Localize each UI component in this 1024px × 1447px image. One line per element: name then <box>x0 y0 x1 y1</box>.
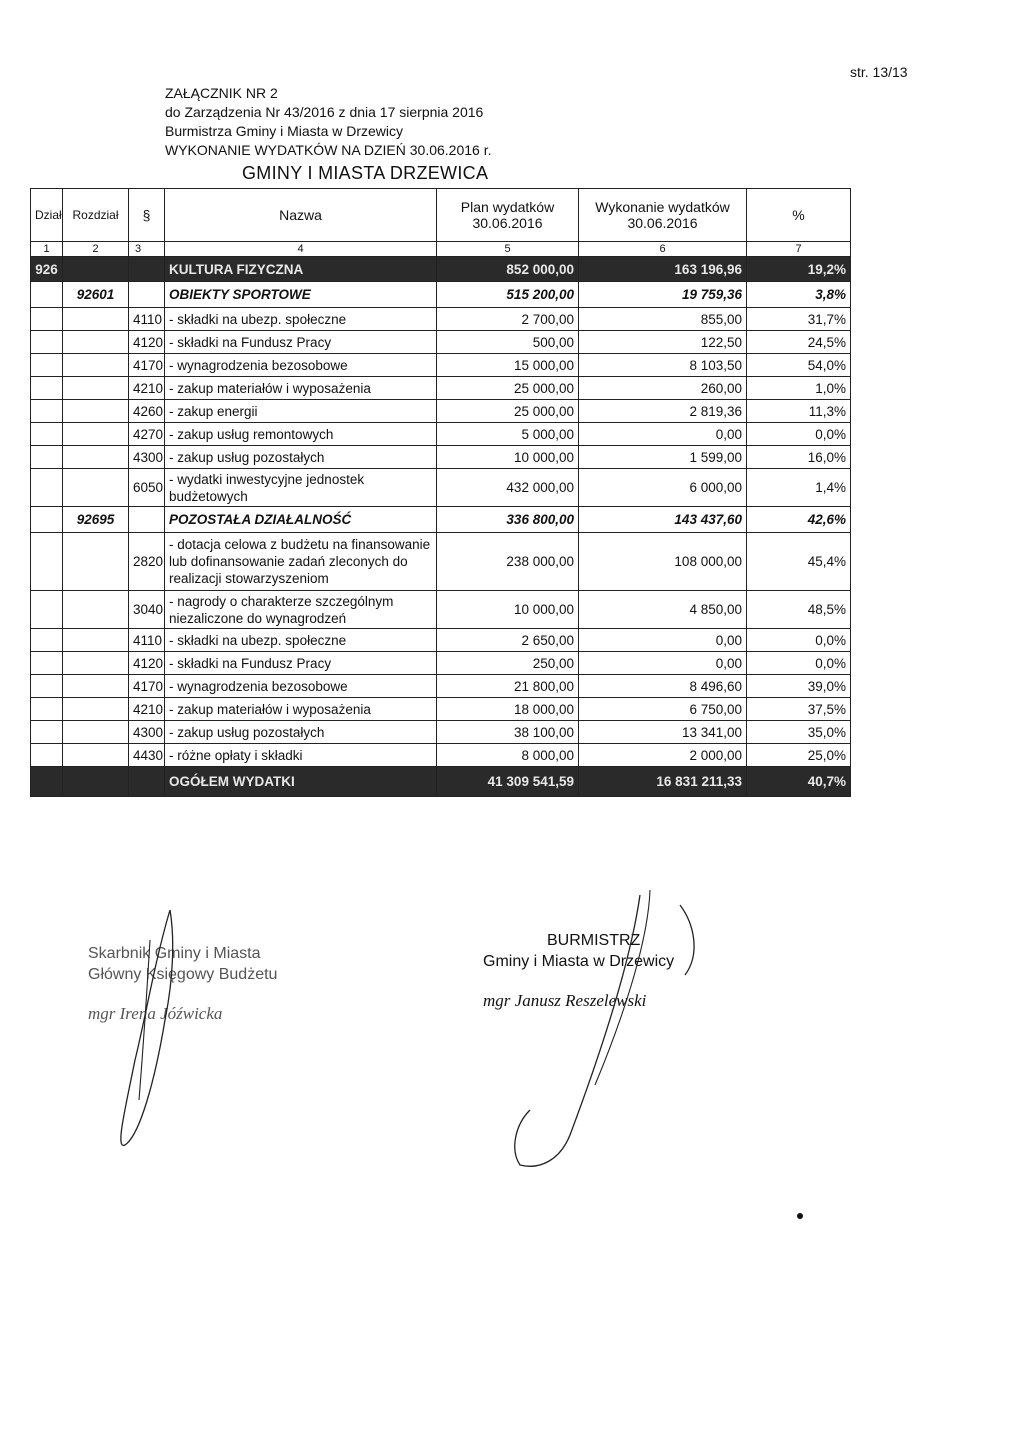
item-procent: 37,5% <box>747 698 851 721</box>
section-plan: 852 000,00 <box>437 257 579 282</box>
item-procent: 0,0% <box>747 629 851 652</box>
rozdzial-code: 92601 <box>63 282 129 308</box>
empty-cell <box>129 767 165 797</box>
empty-cell <box>63 652 129 675</box>
item-name: - zakup usług remontowych <box>165 423 437 446</box>
item-name: - wynagrodzenia bezosobowe <box>165 675 437 698</box>
col-header-rozdzial: Rozdział <box>63 189 129 242</box>
mayor-title: BURMISTRZ <box>547 932 641 949</box>
column-number: 1 <box>31 242 63 257</box>
section-wykonanie: 163 196,96 <box>579 257 747 282</box>
item-procent: 48,5% <box>747 591 851 629</box>
item-name: - różne opłaty i składki <box>165 744 437 767</box>
column-number: 2 <box>63 242 129 257</box>
item-procent: 24,5% <box>747 331 851 354</box>
rozdzial-code: 92695 <box>63 507 129 533</box>
table-row <box>31 446 851 469</box>
empty-cell <box>31 767 63 797</box>
paragraph-code: 4110 <box>129 308 165 331</box>
item-plan: 38 100,00 <box>437 721 579 744</box>
item-wykonanie: 0,00 <box>579 423 747 446</box>
rozdzial-procent: 42,6% <box>747 507 851 533</box>
mayor-role: Gminy i Miasta w Drzewicy <box>483 953 675 970</box>
total-row <box>31 767 851 797</box>
table-row <box>31 354 851 377</box>
item-plan: 5 000,00 <box>437 423 579 446</box>
empty-cell <box>63 308 129 331</box>
item-plan: 10 000,00 <box>437 446 579 469</box>
paragraph-code: 4300 <box>129 721 165 744</box>
rozdzial-name: POZOSTAŁA DZIAŁALNOŚĆ <box>165 507 437 533</box>
paragraph-code: 4270 <box>129 423 165 446</box>
handwritten-signature-left <box>95 900 215 1160</box>
item-name: - zakup materiałów i wyposażenia <box>165 377 437 400</box>
paragraph-code: 4210 <box>129 377 165 400</box>
empty-cell <box>31 744 63 767</box>
item-plan: 500,00 <box>437 331 579 354</box>
empty-cell <box>63 331 129 354</box>
empty-cell <box>31 446 63 469</box>
paragraph-code: 4170 <box>129 675 165 698</box>
table-row <box>31 423 851 446</box>
item-plan: 10 000,00 <box>437 591 579 629</box>
item-name: - zakup usług pozostałych <box>165 446 437 469</box>
empty-cell <box>63 744 129 767</box>
item-wykonanie: 2 819,36 <box>579 400 747 423</box>
empty-cell <box>31 423 63 446</box>
item-name: - wydatki inwestycyjne jednostek budżetowych <box>165 469 437 507</box>
table-row <box>31 698 851 721</box>
paragraph-code: 2820 <box>129 533 165 591</box>
empty-cell <box>129 282 165 308</box>
item-plan: 25 000,00 <box>437 377 579 400</box>
rozdzial-procent: 3,8% <box>747 282 851 308</box>
item-name: - składki na Fundusz Pracy <box>165 652 437 675</box>
item-wykonanie: 108 000,00 <box>579 533 747 591</box>
budget-table <box>30 188 851 797</box>
paragraph-code: 3040 <box>129 591 165 629</box>
empty-cell <box>129 257 165 282</box>
document-header <box>165 84 492 183</box>
column-number: 3 <box>129 242 165 257</box>
rozdzial-row-obiekty-sportowe <box>31 282 851 308</box>
empty-cell <box>31 591 63 629</box>
col-header-wykonanie: Wykonanie wydatków 30.06.2016 <box>579 189 747 242</box>
item-name: - składki na ubezp. społeczne <box>165 308 437 331</box>
item-plan: 238 000,00 <box>437 533 579 591</box>
header-mayor: Burmistrza Gminy i Miasta w Drzewicy <box>165 123 404 139</box>
table-row <box>31 533 851 591</box>
table-row <box>31 721 851 744</box>
column-number: 4 <box>165 242 437 257</box>
empty-cell <box>31 308 63 331</box>
empty-cell <box>63 446 129 469</box>
empty-cell <box>31 533 63 591</box>
item-plan: 432 000,00 <box>437 469 579 507</box>
paragraph-code: 4110 <box>129 629 165 652</box>
empty-cell <box>63 377 129 400</box>
treasurer-name: mgr Irena Jóźwicka <box>88 1004 223 1023</box>
item-wykonanie: 6 750,00 <box>579 698 747 721</box>
item-name: - zakup usług pozostałych <box>165 721 437 744</box>
item-procent: 39,0% <box>747 675 851 698</box>
table-row <box>31 629 851 652</box>
item-wykonanie: 2 000,00 <box>579 744 747 767</box>
paragraph-code: 4170 <box>129 354 165 377</box>
item-name: - zakup materiałów i wyposażenia <box>165 698 437 721</box>
total-procent: 40,7% <box>747 767 851 797</box>
header-attachment: ZAŁĄCZNIK NR 2 <box>165 85 278 101</box>
table-row <box>31 400 851 423</box>
item-wykonanie: 260,00 <box>579 377 747 400</box>
empty-cell <box>31 377 63 400</box>
empty-cell <box>63 354 129 377</box>
item-plan: 25 000,00 <box>437 400 579 423</box>
rozdzial-wykonanie: 143 437,60 <box>579 507 747 533</box>
empty-cell <box>31 675 63 698</box>
empty-cell <box>63 675 129 698</box>
table-header-row <box>31 189 851 242</box>
item-procent: 0,0% <box>747 652 851 675</box>
item-name: - składki na ubezp. społeczne <box>165 629 437 652</box>
empty-cell <box>129 507 165 533</box>
rozdzial-wykonanie: 19 759,36 <box>579 282 747 308</box>
empty-cell <box>31 354 63 377</box>
total-label: OGÓŁEM WYDATKI <box>165 767 437 797</box>
total-plan: 41 309 541,59 <box>437 767 579 797</box>
column-number: 5 <box>437 242 579 257</box>
item-name: - wynagrodzenia bezosobowe <box>165 354 437 377</box>
treasurer-role: Główny Księgowy Budżetu <box>88 966 278 983</box>
item-procent: 11,3% <box>747 400 851 423</box>
item-name: - dotacja celowa z budżetu na finansowanie lub dofinansowanie zadań zleconych do realizacji stowarzyszeniom <box>165 533 437 591</box>
item-plan: 15 000,00 <box>437 354 579 377</box>
item-procent: 54,0% <box>747 354 851 377</box>
table-row <box>31 377 851 400</box>
item-procent: 45,4% <box>747 533 851 591</box>
item-wykonanie: 855,00 <box>579 308 747 331</box>
item-plan: 2 700,00 <box>437 308 579 331</box>
empty-cell <box>31 507 63 533</box>
item-wykonanie: 1 599,00 <box>579 446 747 469</box>
handwritten-signature-right <box>500 885 720 1175</box>
empty-cell <box>31 400 63 423</box>
item-wykonanie: 0,00 <box>579 652 747 675</box>
table-row <box>31 308 851 331</box>
item-name: - składki na Fundusz Pracy <box>165 331 437 354</box>
table-row <box>31 591 851 629</box>
empty-cell <box>31 469 63 507</box>
empty-cell <box>31 282 63 308</box>
column-numbers-row <box>31 242 851 257</box>
item-wykonanie: 122,50 <box>579 331 747 354</box>
header-municipality: GMINY I MIASTA DRZEWICA <box>242 163 489 183</box>
paragraph-code: 4120 <box>129 652 165 675</box>
rozdzial-row-pozostala-dzialalnosc <box>31 507 851 533</box>
table-row <box>31 469 851 507</box>
empty-cell <box>63 629 129 652</box>
table-row <box>31 744 851 767</box>
paragraph-code: 4210 <box>129 698 165 721</box>
table-row <box>31 652 851 675</box>
empty-cell <box>63 400 129 423</box>
item-procent: 1,4% <box>747 469 851 507</box>
paragraph-code: 6050 <box>129 469 165 507</box>
rozdzial-plan: 515 200,00 <box>437 282 579 308</box>
empty-cell <box>63 257 129 282</box>
column-number: 7 <box>747 242 851 257</box>
col-header-plan: Plan wydatków 30.06.2016 <box>437 189 579 242</box>
col-header-dzial: Dział <box>31 189 63 242</box>
item-procent: 25,0% <box>747 744 851 767</box>
empty-cell <box>63 591 129 629</box>
item-wykonanie: 8 496,60 <box>579 675 747 698</box>
header-title: WYKONANIE WYDATKÓW NA DZIEŃ 30.06.2016 r. <box>165 142 492 158</box>
item-plan: 18 000,00 <box>437 698 579 721</box>
item-plan: 8 000,00 <box>437 744 579 767</box>
col-header-procent: % <box>747 189 851 242</box>
table-row <box>31 331 851 354</box>
section-procent: 19,2% <box>747 257 851 282</box>
rozdzial-name: OBIEKTY SPORTOWE <box>165 282 437 308</box>
col-header-paragraf: § <box>129 189 165 242</box>
item-plan: 250,00 <box>437 652 579 675</box>
empty-cell <box>63 423 129 446</box>
empty-cell <box>31 331 63 354</box>
stray-mark <box>797 1213 803 1219</box>
rozdzial-plan: 336 800,00 <box>437 507 579 533</box>
section-name: KULTURA FIZYCZNA <box>165 257 437 282</box>
empty-cell <box>63 721 129 744</box>
item-wykonanie: 6 000,00 <box>579 469 747 507</box>
empty-cell <box>63 767 129 797</box>
section-row-kultura-fizyczna <box>31 257 851 282</box>
paragraph-code: 4260 <box>129 400 165 423</box>
item-procent: 31,7% <box>747 308 851 331</box>
item-procent: 1,0% <box>747 377 851 400</box>
paragraph-code: 4300 <box>129 446 165 469</box>
item-procent: 35,0% <box>747 721 851 744</box>
item-wykonanie: 4 850,00 <box>579 591 747 629</box>
empty-cell <box>63 533 129 591</box>
table-row <box>31 675 851 698</box>
paragraph-code: 4430 <box>129 744 165 767</box>
empty-cell <box>31 698 63 721</box>
item-wykonanie: 0,00 <box>579 629 747 652</box>
paragraph-code: 4120 <box>129 331 165 354</box>
empty-cell <box>31 721 63 744</box>
col-header-nazwa: Nazwa <box>165 189 437 242</box>
empty-cell <box>31 652 63 675</box>
treasurer-title: Skarbnik Gminy i Miasta <box>88 945 261 962</box>
item-name: - nagrody o charakterze szczególnym niezaliczone do wynagrodzeń <box>165 591 437 629</box>
item-wykonanie: 8 103,50 <box>579 354 747 377</box>
item-procent: 0,0% <box>747 423 851 446</box>
item-procent: 16,0% <box>747 446 851 469</box>
page-number: str. 13/13 <box>850 64 908 80</box>
column-number: 6 <box>579 242 747 257</box>
header-ordinance: do Zarządzenia Nr 43/2016 z dnia 17 sierpnia 2016 <box>165 104 484 120</box>
total-wykonanie: 16 831 211,33 <box>579 767 747 797</box>
item-name: - zakup energii <box>165 400 437 423</box>
empty-cell <box>31 629 63 652</box>
item-wykonanie: 13 341,00 <box>579 721 747 744</box>
empty-cell <box>63 698 129 721</box>
item-plan: 21 800,00 <box>437 675 579 698</box>
empty-cell <box>63 469 129 507</box>
section-dzial: 926 <box>31 257 63 282</box>
item-plan: 2 650,00 <box>437 629 579 652</box>
mayor-name: mgr Janusz Reszelewski <box>483 991 647 1010</box>
